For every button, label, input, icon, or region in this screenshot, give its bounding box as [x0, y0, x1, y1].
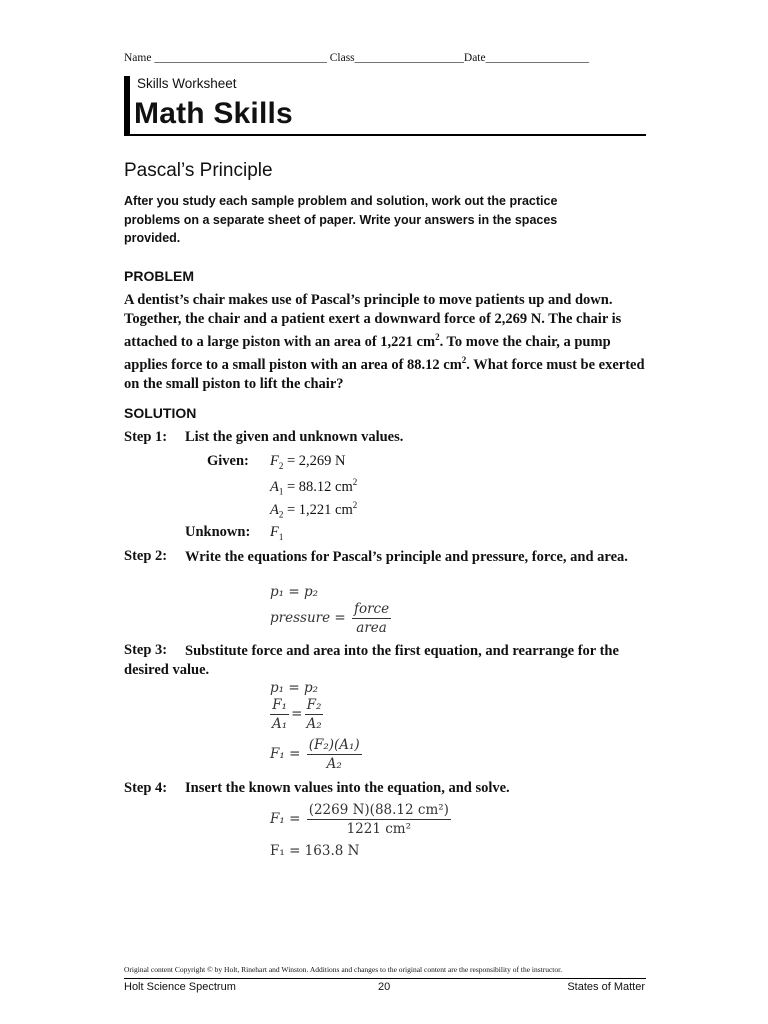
step2-text: Write the equations for Pascal’s principle and pressure, force, and area.: [185, 549, 628, 565]
step2-eq1: p₁ = p₂: [270, 584, 319, 600]
step2-label: Step 2:: [124, 548, 168, 564]
step4-text: Insert the known values into the equation, and solve.: [185, 780, 510, 796]
given-label: Given:: [207, 453, 249, 469]
header-line: Name ______________________________ Class___________________Date__________________: [124, 52, 590, 64]
footer-rule: [124, 978, 646, 979]
date-label: Date: [463, 52, 486, 64]
step4-label: Step 4:: [124, 780, 168, 796]
section-title: Pascal’s Principle: [124, 160, 273, 181]
step3-label: Step 3:: [124, 642, 168, 658]
unknown-label: Unknown:: [185, 524, 251, 540]
title-rule: [124, 134, 646, 136]
footer-book-title: Holt Science Spectrum: [124, 981, 236, 993]
title-bar: [124, 76, 130, 136]
worksheet-subject: Skills Worksheet: [137, 76, 237, 91]
step1-label: Step 1:: [124, 429, 168, 445]
unknown-f1: $F_1$: [270, 524, 284, 542]
step4-result: F₁ = 163.8 N: [270, 843, 360, 859]
page-number: 20: [378, 981, 391, 993]
step4-eq1: F₁ = $\frac{\text{(2269 N)(88.12 cm²)}}{\text{1221 cm²}}$: [270, 802, 449, 837]
problem-text: A dentist’s chair makes use of Pascal’s principle to move patients up and down. Together, the chair and a patient exert a downward force of 2,269 N. The chair is attached to a large piston with an area of 1,221 $cm^2$. To move the chair, a pump applies force to a small piston with an area of 88.12 $cm^2$. What force must be exerted on the small piston to lift the chair?: [124, 292, 645, 392]
step3-eq1: p₁ = p₂: [270, 680, 319, 696]
footer-chapter: States of Matter: [567, 981, 645, 993]
given-a1: $A_1 = 88.12$ $cm^2$: [270, 477, 358, 497]
given-a2: $A_2 = 1,221$ $cm^2$: [270, 500, 358, 520]
step3-eq3: F₁ = $\frac{\text{(F₂)(A₁)}}{\text{A₂}}$: [270, 737, 360, 772]
solution-label: SOLUTION: [124, 405, 197, 421]
step3-eq2: $\frac{\text{F₁}}{\text{A₁}}$ = $\frac{\text{F₂}}{\text{A₂}}$: [272, 697, 322, 732]
name-label: Name: [124, 52, 152, 64]
class-label: Class: [329, 52, 355, 64]
copyright-note: Original content Copyright © by Holt, Rinehart and Winston. Additions and changes to the original content are the responsibility of the instructor.: [124, 965, 563, 974]
given-f2: $F_2 = 2,269$ N: [270, 453, 346, 471]
page-title: Math Skills: [134, 97, 293, 130]
problem-label: PROBLEM: [124, 268, 194, 284]
step1-text: List the given and unknown values.: [185, 429, 404, 445]
step3-text: Substitute force and area into the first equation, and rearrange for the desired value.: [124, 643, 619, 678]
step2-eq2: pressure = $\frac{\text{force}}{\text{area}}$: [270, 601, 390, 636]
intro-text: After you study each sample problem and solution, work out the practice problems on a separate sheet of paper. Write your answers in the spaces provided.: [124, 194, 558, 245]
